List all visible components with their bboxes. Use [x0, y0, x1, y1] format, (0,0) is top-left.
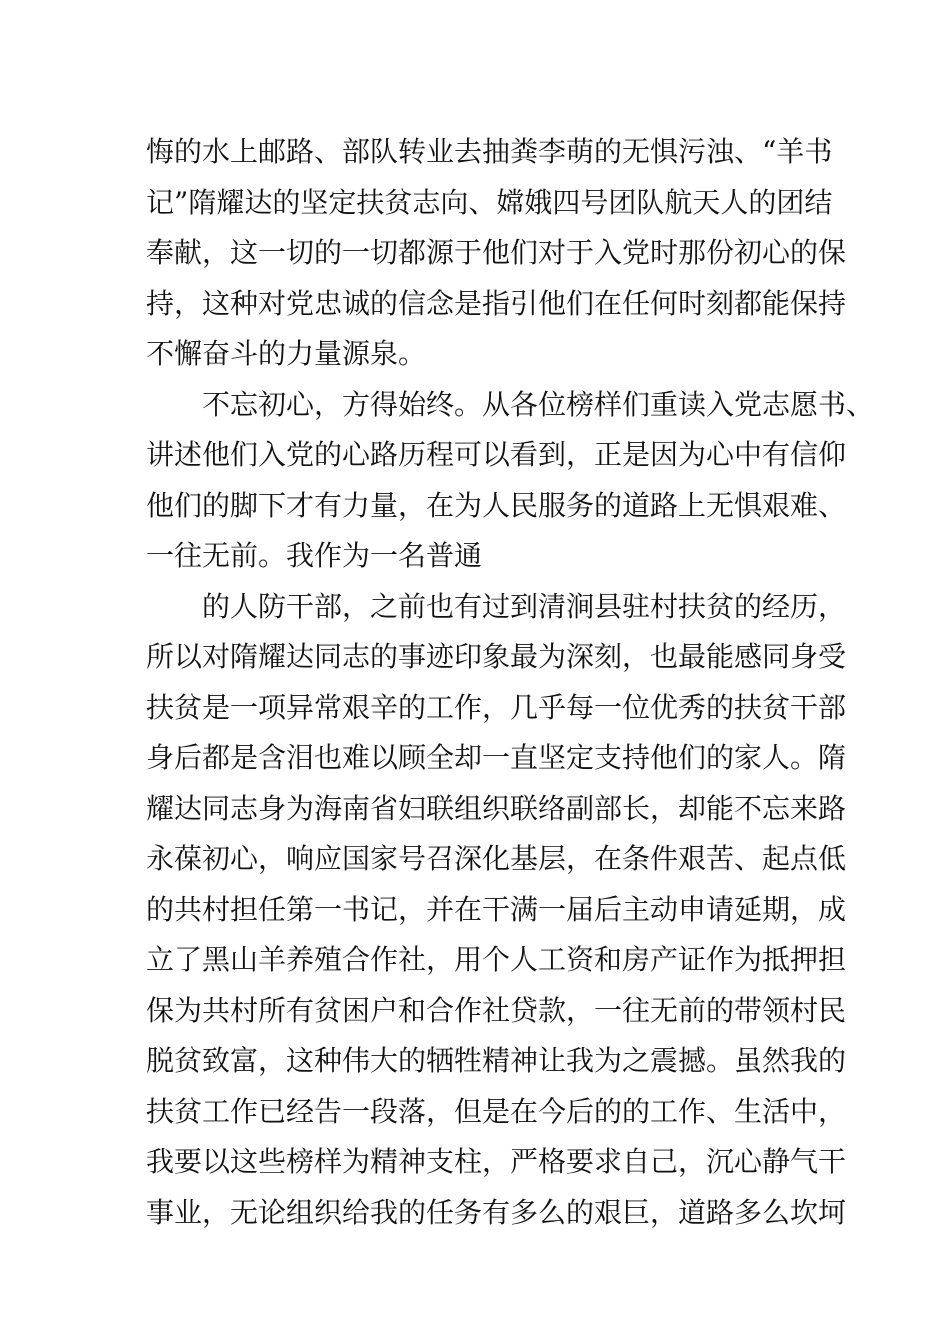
text-line: 扶贫是一项异常艰辛的工作，几乎每一位优秀的扶贫干部 — [146, 690, 847, 724]
text-line: 身后都是含泪也难以顾全却一直坚定支持他们的家人。隋 — [146, 741, 847, 774]
text-line: 他们的脚下才有力量，在为人民服务的道路上无惧艰难、 — [146, 488, 847, 522]
text-line: 所以对隋耀达同志的事迹印象最为深刻，也最能感同身受 — [146, 640, 847, 673]
text-line: 永葆初心，响应国家号召深化基层，在条件艰苦、起点低 — [146, 842, 847, 875]
text-line: 保为共村所有贫困户和合作社贷款，一往无前的带领村民 — [146, 993, 847, 1027]
text-line: 立了黑山羊养殖合作社，用个人工资和房产证作为抵押担 — [146, 943, 847, 976]
text-line: 事业，无论组织给我的任务有多么的艰巨，道路多么坎坷 — [146, 1195, 847, 1229]
text-line: 脱贫致富，这种伟大的牺牲精神让我为之震撼。虽然我的 — [146, 1044, 847, 1077]
text-line: 悔的水上邮路、部队转业去抽粪李萌的无惧污浊、“羊书 — [146, 135, 833, 168]
document-body — [146, 127, 875, 1238]
text-line: 一往无前。我作为一名普通 — [146, 539, 483, 572]
text-line: 记”隋耀达的坚定扶贫志向、嫦娥四号团队航天人的团结 — [146, 185, 833, 219]
text-line: 持，这种对党忠诚的信念是指引他们在任何时刻都能保持 — [146, 286, 847, 320]
text-line: 扶贫工作已经告一段落，但是在今后的的工作、生活中， — [146, 1094, 847, 1128]
text-line: 讲述他们入党的心路历程可以看到，正是因为心中有信仰 — [146, 438, 847, 471]
text-line: 不懈奋斗的力量源泉。 — [146, 337, 427, 370]
text-line: 耀达同志身为海南省妇联组织联络副部长，却能不忘来路 — [146, 791, 847, 825]
text-line: 的共村担任第一书记，并在干满一届后主动申请延期，成 — [146, 892, 847, 926]
paragraph-first-line: 不忘初心，方得始终。从各位榜样们重读入党志愿书、 — [202, 387, 875, 421]
text-line: 奉献，这一切的一切都源于他们对于入党时那份初心的保 — [146, 236, 847, 269]
text-line: 我要以这些榜样为精神支柱，严格要求自己，沉心静气干 — [146, 1145, 847, 1178]
paragraph-first-line: 的人防干部，之前也有过到清涧县驻村扶贫的经历， — [202, 589, 847, 623]
